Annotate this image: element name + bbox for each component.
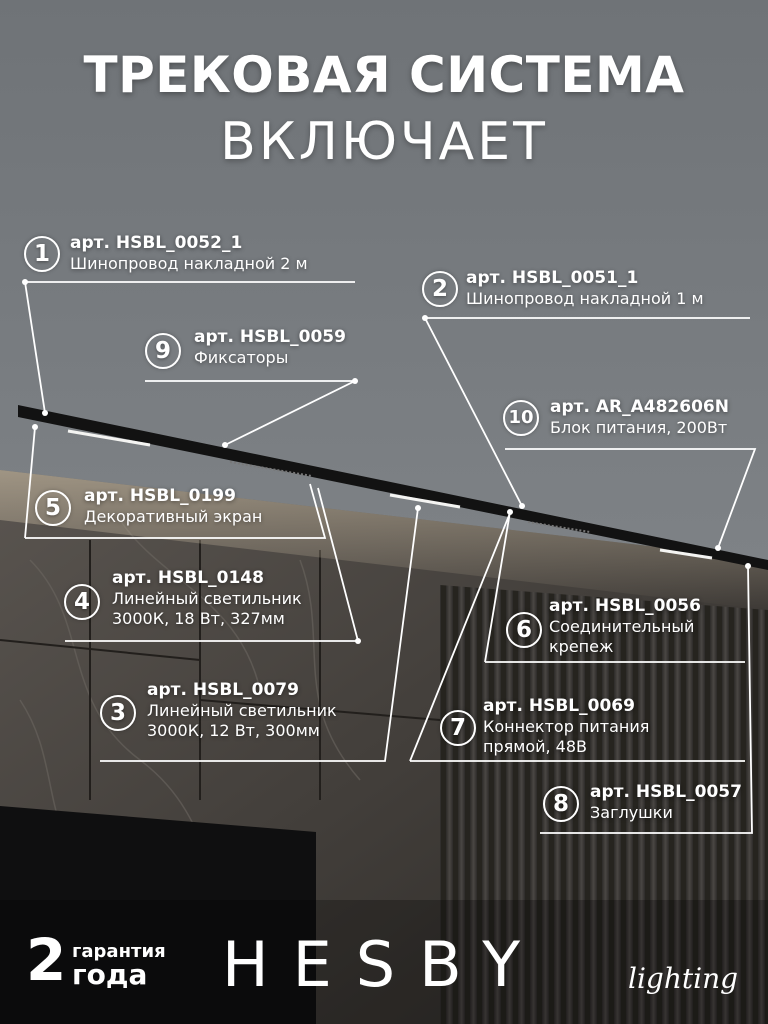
callout-number-6: 6 <box>506 612 542 648</box>
item-description-line-1: Линейный светильник <box>147 701 337 720</box>
callout-number-2: 2 <box>422 271 458 307</box>
item-description: Заглушки <box>590 803 673 822</box>
callout-label-3 <box>147 680 337 741</box>
callout-number-3: 3 <box>100 695 136 731</box>
callout-label-2 <box>466 268 704 309</box>
callout-label-7 <box>483 696 649 757</box>
item-description: Шинопровод накладной 2 м <box>70 254 308 273</box>
callout-number-8: 8 <box>543 786 579 822</box>
callout-label-4 <box>112 568 302 629</box>
article-code: арт. HSBL_0051_1 <box>466 268 639 288</box>
callout-label-1 <box>70 233 308 274</box>
item-description: Шинопровод накладной 1 м <box>466 289 704 308</box>
article-code: арт. HSBL_0057 <box>590 782 742 802</box>
article-code: арт. HSBL_0199 <box>84 486 236 506</box>
item-description: Блок питания, 200Вт <box>550 418 728 437</box>
callout-number-10: 10 <box>503 400 539 436</box>
article-code: арт. HSBL_0056 <box>549 596 701 616</box>
callout-label-6 <box>549 596 701 657</box>
callout-label-8 <box>590 782 742 823</box>
callout-number-4: 4 <box>64 584 100 620</box>
article-code: арт. HSBL_0059 <box>194 327 346 347</box>
article-code: арт. HSBL_0052_1 <box>70 233 243 253</box>
item-description-line-1: Коннектор питания <box>483 717 650 736</box>
brand-logo: HESBY <box>222 928 545 1001</box>
warranty-unit: года <box>72 958 148 991</box>
item-description-line-1: Линейный светильник <box>112 589 302 608</box>
callout-number-9: 9 <box>145 333 181 369</box>
item-description: Декоративный экран <box>84 507 263 526</box>
item-description: Фиксаторы <box>194 348 289 367</box>
brand-subtitle: lighting <box>628 962 739 995</box>
item-description-line-2: 3000К, 18 Вт, 327мм <box>112 609 285 628</box>
warranty-number: 2 <box>26 926 67 994</box>
article-code: арт. AR_A482606N <box>550 397 729 417</box>
item-description-line-2: 3000К, 12 Вт, 300мм <box>147 721 320 740</box>
callout-number-7: 7 <box>440 710 476 746</box>
article-code: арт. HSBL_0069 <box>483 696 635 716</box>
article-code: арт. HSBL_0079 <box>147 680 299 700</box>
callout-label-10 <box>550 397 729 438</box>
item-description-line-2: прямой, 48В <box>483 737 588 756</box>
page-title: ТРЕКОВАЯ СИСТЕМА <box>83 46 685 104</box>
callout-label-5 <box>84 486 262 527</box>
page-subtitle: ВКЛЮЧАЕТ <box>220 112 548 172</box>
item-description-line-1: Соединительный <box>549 617 695 636</box>
warranty-label: гарантия <box>72 941 166 962</box>
callout-number-1: 1 <box>24 236 60 272</box>
article-code: арт. HSBL_0148 <box>112 568 264 588</box>
callout-number-5: 5 <box>35 490 71 526</box>
item-description-line-2: крепеж <box>549 637 614 656</box>
callout-label-9 <box>194 327 346 368</box>
